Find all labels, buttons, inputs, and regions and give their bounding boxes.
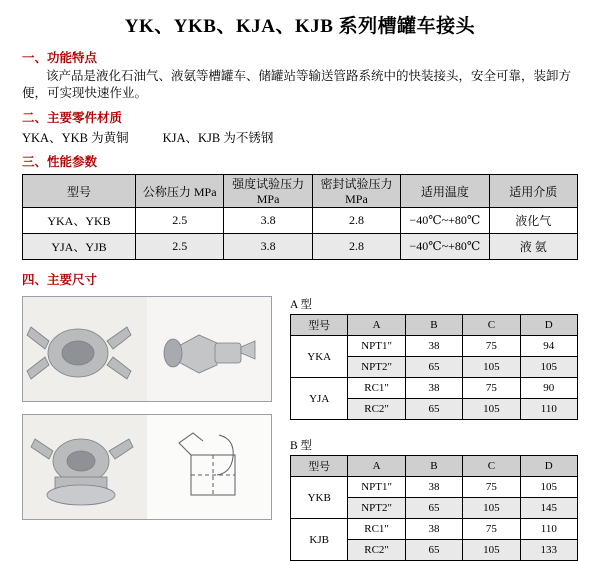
cell-model: YKB [291,477,348,519]
col-header-nominal-pressure: 公称压力 MPa [136,175,224,208]
table-row [23,234,578,260]
cell-d: 90 [520,378,577,399]
cell-a: RC1" [348,378,405,399]
table-row [291,378,578,399]
col-header-strength-test: 强度试验压力 MPa [224,175,312,208]
cell-a: NPT1" [348,477,405,498]
table-row [291,336,578,357]
cell-d: 105 [520,477,577,498]
cell-b: 65 [405,399,462,420]
cell-c: 105 [463,540,520,561]
cell-a: RC1" [348,519,405,540]
cell-b: 38 [405,477,462,498]
col-header-b: B [405,315,462,336]
page-title: YK、YKB、KJA、KJB 系列槽罐车接头 [124,16,476,37]
cell-temperature: −40℃~+80℃ [401,208,489,234]
cell-b: 38 [405,519,462,540]
cell-a: RC2" [348,399,405,420]
cell-d: 133 [520,540,577,561]
cell-model: YJA、YJB [23,234,136,260]
cell-c: 75 [463,336,520,357]
photo-b [22,414,272,520]
cell-temperature: −40℃~+80℃ [401,234,489,260]
table-header-row [23,175,578,208]
cell-a: NPT2" [348,357,405,378]
col-header-b: B [405,456,462,477]
table-row [291,519,578,540]
cell-c: 75 [463,477,520,498]
material-lines [22,128,600,146]
cell-b: 65 [405,540,462,561]
table-header-row [291,456,578,477]
section-heading-performance: 三、性能参数 [22,155,98,169]
cell-a: NPT1" [348,336,405,357]
col-header-a: A [348,456,405,477]
photo-b-graphic [23,415,271,519]
cell-c: 105 [463,498,520,519]
col-header-model: 型号 [291,456,348,477]
cell-nominal-pressure: 2.5 [136,234,224,260]
cell-d: 105 [520,357,577,378]
cell-d: 110 [520,399,577,420]
cell-d: 94 [520,336,577,357]
cell-b: 38 [405,378,462,399]
image-column [22,296,270,520]
cell-c: 75 [463,519,520,540]
col-header-a: A [348,315,405,336]
cell-a: RC2" [348,540,405,561]
table-row [23,208,578,234]
photo-a-graphic [23,297,271,401]
type-label-b: B 型 [290,440,313,452]
col-header-seal-test: 密封试验压力 MPa [312,175,400,208]
table-row [291,477,578,498]
cell-model: YKA [291,336,348,378]
section-heading-features: 一、功能特点 [22,51,98,65]
dimension-area [0,296,600,556]
cell-medium: 液化气 [489,208,577,234]
cell-c: 105 [463,399,520,420]
cell-seal-test: 2.8 [312,234,400,260]
type-label-a: A 型 [290,299,313,311]
cell-b: 38 [405,336,462,357]
cell-b: 65 [405,357,462,378]
col-header-c: C [463,315,520,336]
material-line-b: KJA、KJB 为不锈钢 [162,131,274,145]
col-header-d: D [520,456,577,477]
section-heading-dimensions: 四、主要尺寸 [22,273,98,287]
cell-d: 110 [520,519,577,540]
cell-nominal-pressure: 2.5 [136,208,224,234]
section-heading-material: 二、主要零件材质 [22,111,123,125]
cell-strength-test: 3.8 [224,234,312,260]
cell-model: KJB [291,519,348,561]
features-paragraph: 该产品是液化石油气、液氨等槽罐车、储罐站等输送管路系统中的快装接头，安全可靠，装卸方便，可实现快速作业。 [22,69,572,100]
table-header-row [291,315,578,336]
cell-model: YJA [291,378,348,420]
photo-a [22,296,272,402]
dimension-table-a [290,314,578,420]
performance-table [22,174,578,260]
col-header-model: 型号 [291,315,348,336]
cell-medium: 液 氨 [489,234,577,260]
col-header-c: C [463,456,520,477]
cell-d: 145 [520,498,577,519]
material-line-a: YKA、YKB 为黄铜 [22,131,129,145]
cell-strength-test: 3.8 [224,208,312,234]
cell-c: 75 [463,378,520,399]
col-header-medium: 适用介质 [489,175,577,208]
col-header-model: 型号 [23,175,136,208]
dimension-table-b [290,455,578,561]
cell-a: NPT2" [348,498,405,519]
cell-c: 105 [463,357,520,378]
cell-b: 65 [405,498,462,519]
col-header-temperature: 适用温度 [401,175,489,208]
col-header-d: D [520,315,577,336]
cell-seal-test: 2.8 [312,208,400,234]
table-spacer [290,420,580,437]
table-column [290,296,580,561]
cell-model: YKA、YKB [23,208,136,234]
